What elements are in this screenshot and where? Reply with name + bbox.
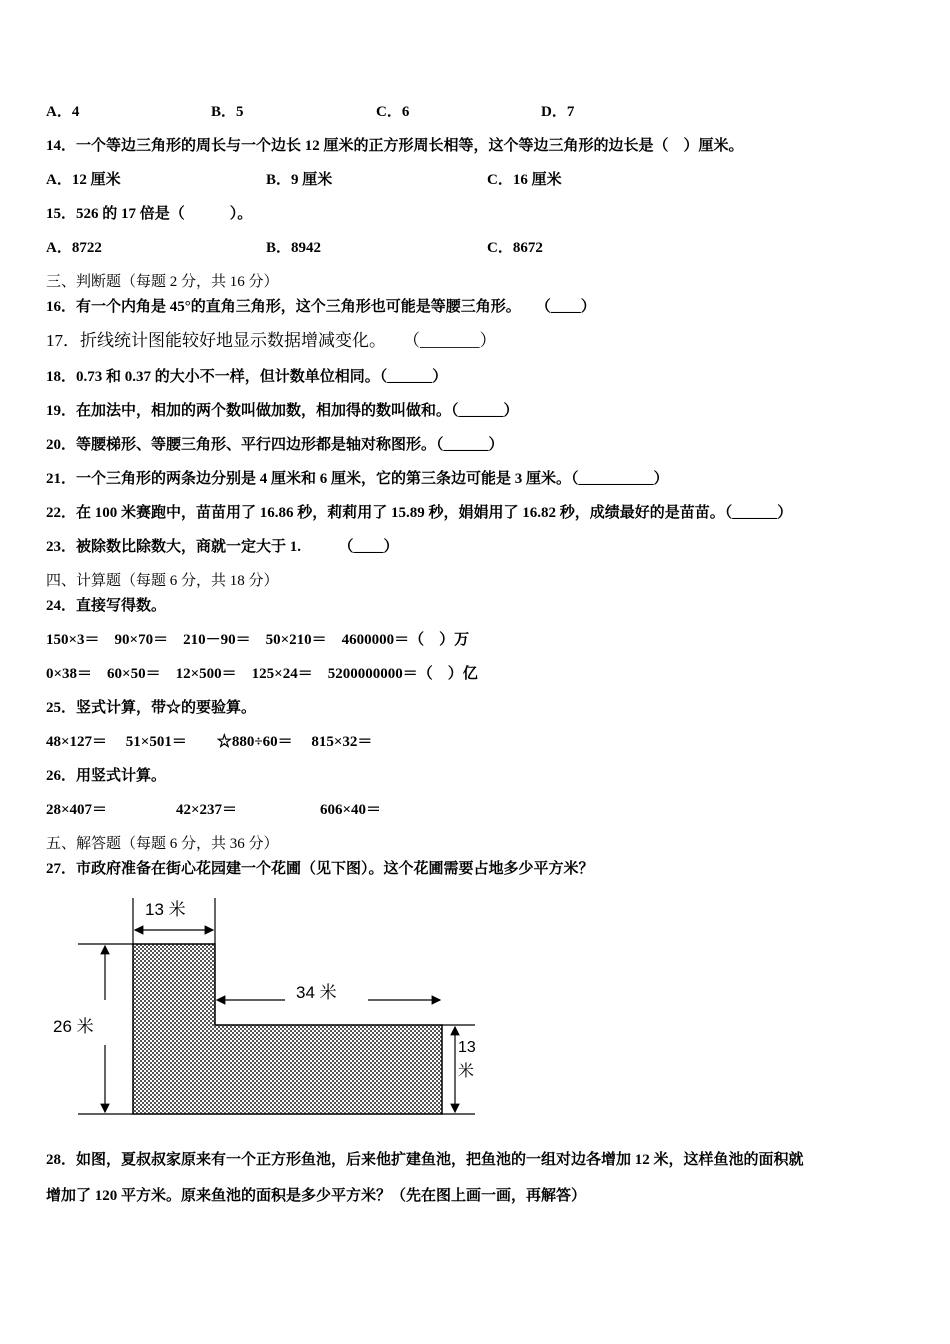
question-14: 14．一个等边三角形的周长与一个边长 12 厘米的正方形周长相等，这个等边三角形的边长是（ ）厘米。 (46, 138, 744, 154)
question-17: 17．折线统计图能较好地显示数据增减变化。 （_______） (46, 331, 497, 350)
label-bottom-length: 34 米 (296, 983, 337, 1002)
question-23: 23．被除数比除数大，商就一定大于 1. （____） (46, 539, 399, 555)
question-28-line-2: 增加了 120 平方米。原来鱼池的面积是多少平方米？（先在图上画一画，再解答） (46, 1188, 587, 1204)
question-16: 16．有一个内角是 45°的直角三角形，这个三角形也可能是等腰三角形。 （____） (46, 299, 596, 315)
option-c: C．6 (376, 104, 410, 120)
question-24: 24．直接写得数。 (46, 598, 167, 614)
garden-shape (133, 944, 442, 1114)
option-c: C．16 厘米 (487, 172, 562, 188)
q26-item: 28×407＝ (46, 802, 108, 818)
q26-item: 606×40＝ (320, 802, 382, 818)
question-22: 22．在 100 米赛跑中，苗苗用了 16.86 秒，莉莉用了 15.89 秒，娟娟用了 16.82 秒，成绩最好的是苗苗。（______） (46, 505, 793, 521)
label-top-width: 13 米 (145, 900, 186, 919)
q26-item: 42×237＝ (176, 802, 238, 818)
question-28-line-1: 28．如图，夏叔叔家原来有一个正方形鱼池，后来他扩建鱼池，把鱼池的一组对边各增加 12 米，这样鱼池的面积就 (46, 1152, 804, 1168)
question-19: 19．在加法中，相加的两个数叫做加数，相加得的数叫做和。（______） (46, 403, 519, 419)
question-21: 21．一个三角形的两条边分别是 4 厘米和 6 厘米，它的第三条边可能是 3 厘米。（__________） (46, 471, 669, 487)
question-18: 18．0.73 和 0.37 的大小不一样，但计数单位相同。（______） (46, 369, 448, 385)
option-c: C．8672 (487, 240, 543, 256)
question-15: 15．526 的 17 倍是（ ）。 (46, 206, 253, 222)
section-heading-word-problems: 五、解答题（每题 6 分，共 36 分） (46, 836, 279, 852)
option-d: D．7 (541, 104, 575, 120)
option-b: B．8942 (266, 240, 322, 256)
question-25: 25．竖式计算，带☆的要验算。 (46, 700, 257, 716)
option-a: A．8722 (46, 240, 102, 256)
option-a: A．4 (46, 104, 80, 120)
section-heading-calculation: 四、计算题（每题 6 分，共 18 分） (46, 573, 279, 589)
section-heading-judgement: 三、判断题（每题 2 分，共 16 分） (46, 274, 279, 290)
question-27: 27．市政府准备在街心花园建一个花圃（见下图）。这个花圃需要占地多少平方米？ (46, 861, 594, 877)
question-26: 26．用竖式计算。 (46, 768, 167, 784)
option-b: B．5 (211, 104, 244, 120)
option-b: B．9 厘米 (266, 172, 333, 188)
question-24-row-1: 150×3＝ 90×70＝ 210－90＝ 50×210＝ 4600000＝（ ）万 (46, 632, 470, 648)
question-24-row-2: 0×38＝ 60×50＝ 12×500＝ 125×24＝ 5200000000＝（ ）亿 (46, 666, 478, 682)
label-height: 26 米 (53, 1017, 94, 1036)
question-20: 20．等腰梯形、等腰三角形、平行四边形都是轴对称图形。（______） (46, 437, 504, 453)
label-right-height-unit: 米 (458, 1063, 475, 1080)
option-a: A．12 厘米 (46, 172, 121, 188)
question-25-row: 48×127＝ 51×501＝ ☆880÷60＝ 815×32＝ (46, 734, 373, 750)
label-right-height-number: 13 (458, 1039, 476, 1056)
